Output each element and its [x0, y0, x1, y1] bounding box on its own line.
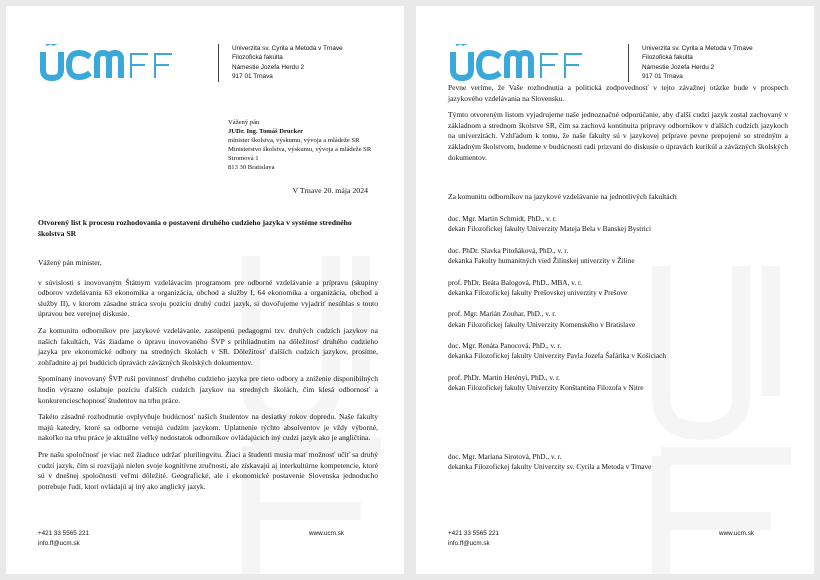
recipient-city: 813 30 Bratislava: [228, 164, 275, 171]
signatory-role: dekan Filozofickej fakulty Univerzity Konštantína Filozofa v Nitre: [448, 383, 644, 393]
letter-body-page-1: [38, 258, 378, 498]
address-line: 917 01 Trnava: [642, 73, 683, 81]
recipient-role: minister školstva, výskumu, vývoja a mládeže SR: [228, 137, 360, 144]
address-line: Námestie Jozefa Herdu 2: [232, 63, 305, 71]
letter-page-1: [6, 6, 404, 574]
signatory: [448, 309, 788, 329]
recipient-block: [228, 118, 371, 172]
address-line: Námestie Jozefa Herdu 2: [642, 63, 715, 71]
recipient-ministry: Ministerstvo školstva, výskumu, vývoja a mládeže SR: [228, 146, 372, 153]
recipient-street: Stromová 1: [228, 155, 259, 162]
signatory-name: doc. PhDr. Slavka Pitoňáková, PhD., v. r.: [448, 245, 569, 255]
signatory-trnava: [448, 452, 788, 472]
signatory-role: dekanka Filozofickej fakulty Univerzity sv. Cyrila a Metoda v Trnave: [448, 462, 652, 472]
greeting: Vážený pán minister,: [38, 258, 102, 267]
signatories-intro: Za komunitu odborníkov na jazykové vzdelávanie na jednotlivých fakultách: [448, 192, 677, 201]
signatory-role: dekanka Fakulty humanitných vied Žilinskej univerzity v Žiline: [448, 256, 635, 265]
header-address: [232, 44, 343, 82]
letter-body-page-2: [448, 83, 788, 169]
header-divider: [628, 44, 629, 82]
footer-phone: +421 33 5565 221: [448, 530, 499, 537]
paragraph: v súvislosti s inovovaným Štátnym vzdelávacím programom pre odborné vzdelávanie a prípravu (skupiny odborov vzdelávania 63 ekonomika a organizácia, obchod a služby I, 64 ekonomika a organizácia, obchod a služby II), v ktorom zásadne stráca svoju pozíciu druhý cudzí jazyk, si dovoľujeme vyjadriť nesúhlas s touto úpravou bez verejnej diskusie.: [38, 277, 378, 319]
address-line: Filozofická fakulta: [232, 54, 283, 62]
header-address: [642, 44, 753, 82]
footer-web[interactable]: www.ucm.sk: [309, 530, 344, 537]
recipient-salutation: Vážený pán: [228, 119, 260, 126]
footer-email[interactable]: info.ff@ucm.sk: [448, 539, 490, 547]
ucm-ff-logo: [38, 44, 188, 84]
signatories-list: [448, 214, 788, 405]
ucm-ff-logo: [448, 44, 598, 84]
signatory-name: prof. PhDr. Martin Hetényi, PhD., v. r.: [448, 372, 561, 382]
signatory-role: dekanka Filozofickej fakulty Univerzity Pavla Jozefa Šafárika v Košiciach: [448, 351, 667, 361]
signatory: [448, 278, 788, 298]
signatory-role: dekan Filozofickej fakulty Univerzity Komenského v Bratislave: [448, 319, 636, 329]
signatory-name: prof. Mgr. Marián Zouhar, PhD., v. r.: [448, 309, 557, 319]
signatory-name: doc. Mgr. Renáta Panocová, PhD., v. r.: [448, 341, 562, 351]
footer-phone: +421 33 5565 221: [38, 530, 89, 537]
address-line: Univerzita sv. Cyrila a Metoda v Trnave: [642, 45, 753, 52]
footer-email[interactable]: info.ff@ucm.sk: [38, 539, 80, 547]
header-divider: [218, 44, 219, 82]
paragraph: Pre našu spoločnosť je viac než žiaduce udržať plurilingvitu. Žiaci a študenti musia mať možnosť učiť sa druhý cudzí jazyk, čím si rozvíjajú nielen svoje kognitívne zručnosti, ale získavajú aj interkultúrne kompetencie, ktoré sú v dnešnej spoločnosti veľmi dôležité. Geografické, ale i ekonomické postavenie Slovenska jednoducho potrebuje ľudí, ktorí ovládajú aj iný ako anglický jazyk.: [38, 449, 378, 491]
signatory: [448, 246, 788, 266]
letter-date: V Trnave 20. mája 2024: [292, 186, 368, 195]
signatory-name: doc. Mgr. Martin Schmidt, PhD., v. r.: [448, 214, 557, 223]
signatory-role: dekanka Filozofickej fakulty Prešovskej univerzity v Prešove: [448, 287, 628, 297]
letter-subject: Otvorený list k procesu rozhodovania o postavení druhého cudzieho jazyka v systéme stredného školstva SR: [38, 218, 352, 238]
footer: [448, 529, 782, 548]
paragraph: Takéto zásadné rozhodnutie ovplyvňuje budúcnosť našich študentov na desiatky rokov dopredu. Naše fakulty majú katedry, ktoré sa odborne venujú cudzím jazykom. Uplatnenie týchto absolventov je vždy výborné, nakoľko na trhu práce je aktuálne veľký nedostatok odborníkov ovládajúcich iný cudzí jazyk ako je angličtina.: [38, 412, 378, 443]
signatory-name: doc. Mgr. Mariana Sirotová, PhD., v. r.: [448, 452, 562, 461]
paragraph: Týmto otvoreným listom vyjadrujeme naše jednoznačné odporúčanie, aby ďalší cudzí jazyk zostal zachovaný v základnom a strednom školstve SR, čím sa zachová kontinuita prípravy odborníkov v ďalších cudzích jazykoch na univerzitách. Vzhľadom k tomu, že naše fakulty sú v jazykovej príprave pevne prepojené so stredným a základným školstvom, budeme v budúcnosti radi prizvaní do diskusie o úpravách kurikúl a záväzných školských dokumentov.: [448, 110, 788, 162]
footer-web[interactable]: www.ucm.sk: [719, 530, 754, 537]
footer: [38, 529, 372, 548]
address-line: Filozofická fakulta: [642, 54, 693, 62]
recipient-name: JUDr. Ing. Tomáš Drucker: [228, 128, 304, 135]
signatory: [448, 214, 788, 234]
paragraph: Spomínaný inovovaný ŠVP ruší povinnosť druhého cudzieho jazyka pre tieto odbory a zníženie disponibilných hodín výrazne oslabuje pozíciu ďalších cudzích jazykov na stredných školách, čím klesá odbornosť a konkurencieschopnosť študentov na trhu práce.: [38, 374, 378, 405]
signatory: [448, 373, 788, 393]
signatory-name: prof. PhDr. Beáta Balogová, PhD., MBA, v. r.: [448, 277, 582, 287]
signatory: [448, 341, 788, 361]
letter-page-2: [416, 6, 814, 574]
address-line: 917 01 Trnava: [232, 73, 273, 81]
paragraph: Za komunitu odborníkov pre jazykové vzdelávanie, zastúpenú pedagogmi tzv. druhých cudzích jazykov na našich fakultách, Vás žiadame o úpravu inovovaného ŠVP s prihliadnutím na dôležitosť druhého cudzieho jazyka pre ekonomické odbory na stredných školách v SR. Dôležitosť ďalších cudzích jazykov, prosíme, zohľadnite aj pri budúcich úpravách záväzných školských dokumentov.: [38, 325, 378, 367]
paragraph: Pevne veríme, že Vaše rozhodnutia a politická zodpovednosť v tejto závažnej otázke bude v prospech jazykového vzdelávania na Slovensku.: [448, 83, 788, 103]
address-line: Univerzita sv. Cyrila a Metoda v Trnave: [232, 45, 343, 52]
signatory-role: dekan Filozofickej fakulty Univerzity Mateja Bela v Banskej Bystrici: [448, 224, 652, 234]
